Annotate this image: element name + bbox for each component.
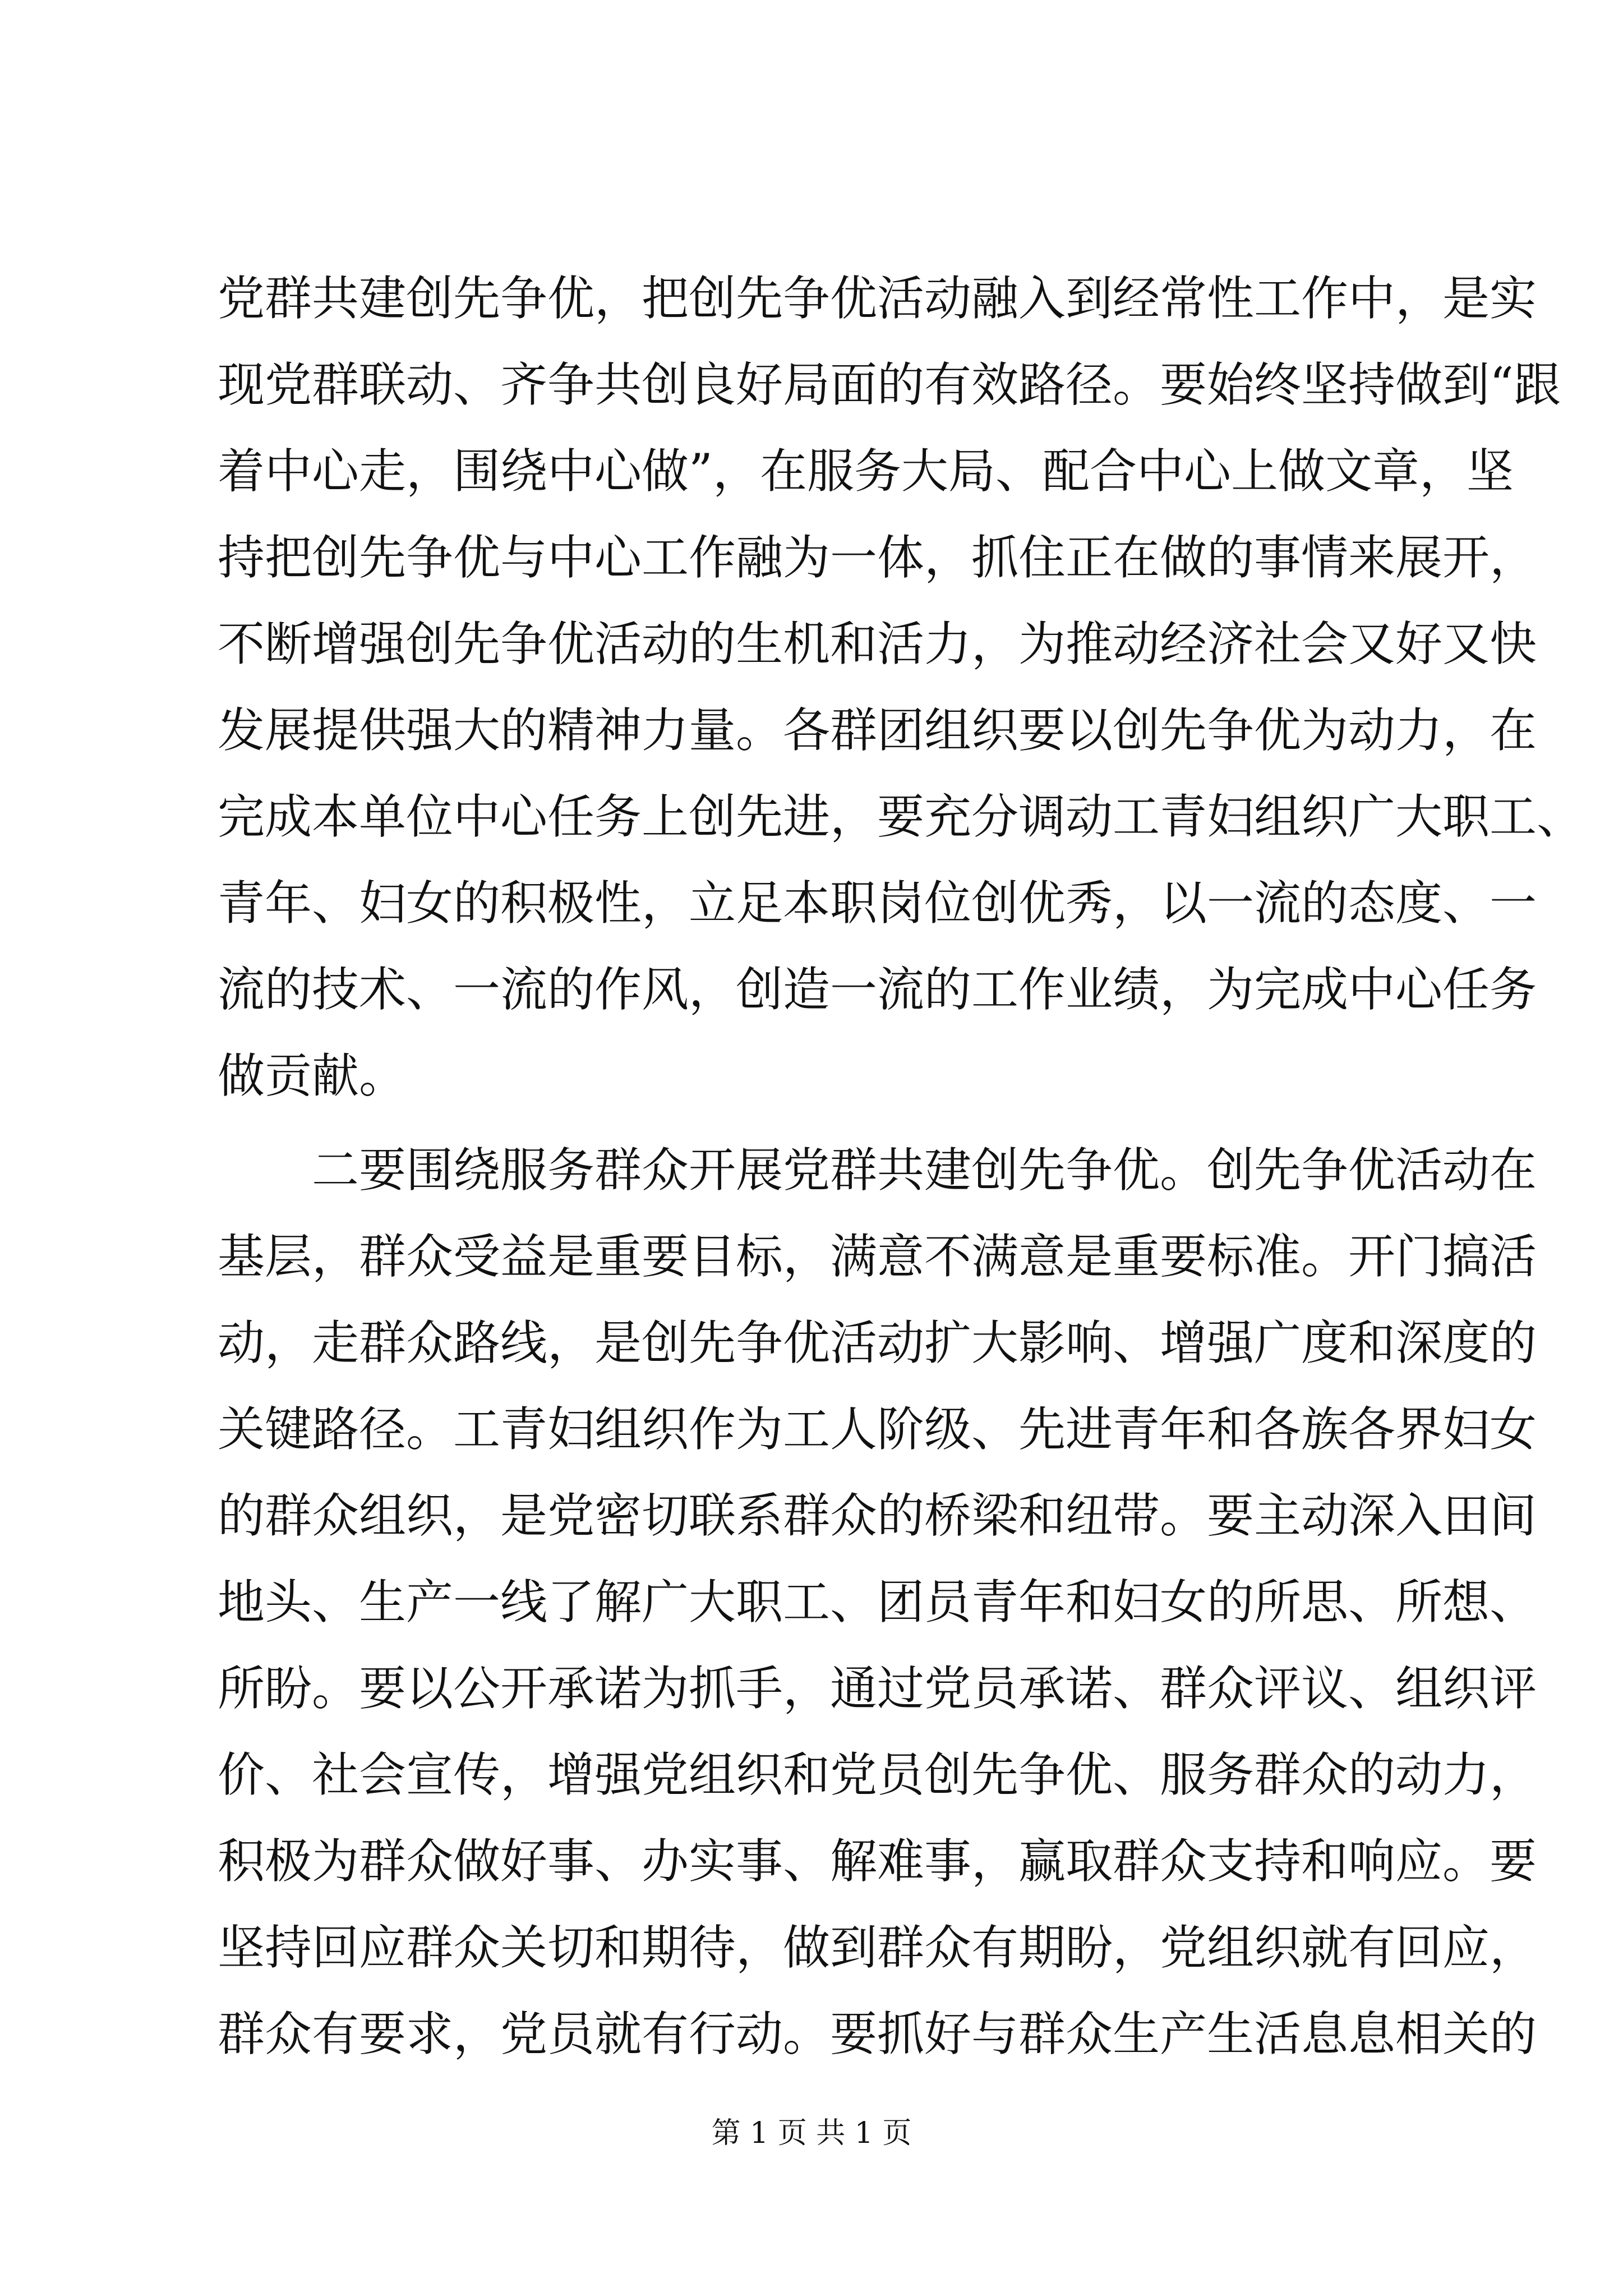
paragraph-1-line-6: 发展提供强大的精神力量。各群团组织要以创先争优为动力，在	[218, 703, 1537, 758]
paragraph-1-line-3: 着中心走，围绕中心做”，在服务大局、配合中心上做文章，坚	[218, 444, 1514, 499]
paragraph-2-line-10: 坚持回应群众关切和期待，做到群众有期盼，党组织就有回应，	[218, 1920, 1537, 1975]
paragraph-2-line-7: 所盼。要以公开承诺为抓手，通过党员承诺、群众评议、组织评	[218, 1661, 1537, 1716]
paragraph-1-line-2: 现党群联动、齐争共创良好局面的有效路径。要始终坚持做到“跟	[218, 357, 1561, 412]
paragraph-2-line-2: 基层，群众受益是重要目标，满意不满意是重要标准。开门搞活	[218, 1229, 1537, 1284]
paragraph-1-line-10: 做贡献。	[218, 1048, 407, 1103]
paragraph-spacer	[218, 1119, 1412, 1127]
paragraph-1-line-4: 持把创先争优与中心工作融为一体，抓住正在做的事情来展开，	[218, 530, 1537, 585]
paragraph-2-line-8: 价、社会宣传，增强党组织和党员创先争优、服务群众的动力，	[218, 1747, 1537, 1802]
paragraph-2-line-11: 群众有要求，党员就有行动。要抓好与群众生产生活息息相关的	[218, 2007, 1537, 2062]
paragraph-1-line-7: 完成本单位中心任务上创先进，要充分调动工青妇组织广大职工、	[218, 789, 1584, 844]
paragraph-1-line-1: 党群共建创先争优，把创先争优活动融入到经常性工作中，是实	[218, 271, 1537, 326]
paragraph-1-line-5: 不断增强创先争优活动的生机和活力，为推动经济社会又好又快	[218, 616, 1537, 671]
page-footer	[0, 2114, 1623, 2153]
paragraph-2-line-3: 动，走群众路线，是创先争优活动扩大影响、增强广度和深度的	[218, 1315, 1537, 1370]
paragraph-2-line-4: 关键路径。工青妇组织作为工人阶级、先进青年和各族各界妇女	[218, 1402, 1537, 1457]
document-body	[218, 255, 1584, 2077]
paragraph-2-line-9: 积极为群众做好事、办实事、解难事，赢取群众支持和响应。要	[218, 1834, 1537, 1889]
page-number-label: 第 1 页 共 1 页	[711, 2116, 912, 2150]
paragraph-1-line-9: 流的技术、一流的作风，创造一流的工作业绩，为完成中心任务	[218, 962, 1537, 1017]
paragraph-1-line-8: 青年、妇女的积极性，立足本职岗位创优秀，以一流的态度、一	[218, 876, 1537, 931]
paragraph-2-line-1: 二要围绕服务群众开展党群共建创先争优。创先争优活动在	[312, 1143, 1537, 1198]
paragraph-2-line-5: 的群众组织，是党密切联系群众的桥梁和纽带。要主动深入田间	[218, 1488, 1537, 1543]
paragraph-2-line-6: 地头、生产一线了解广大职工、团员青年和妇女的所思、所想、	[218, 1575, 1537, 1630]
